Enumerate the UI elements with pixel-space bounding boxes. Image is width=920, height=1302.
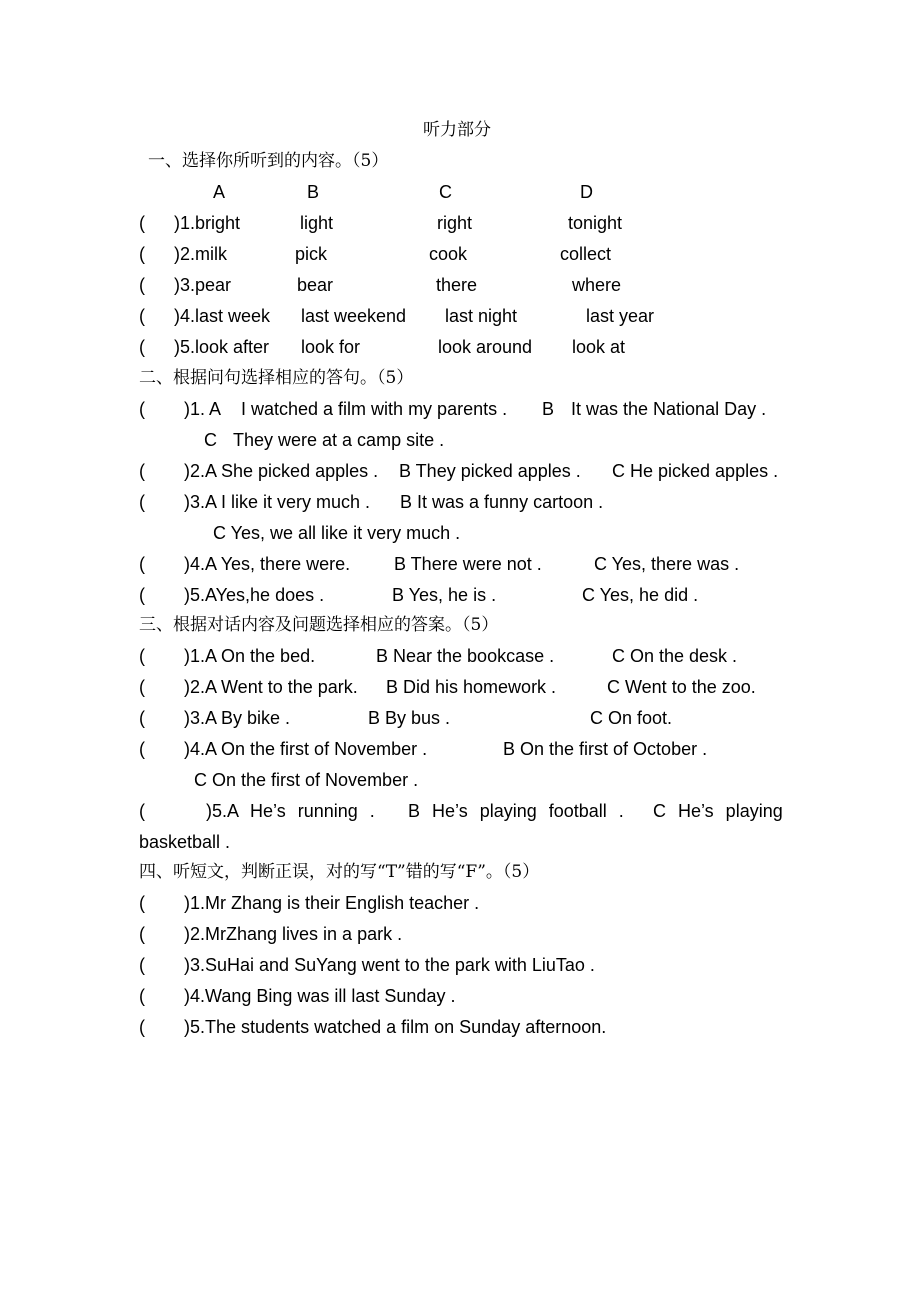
- answer-blank[interactable]: (: [139, 306, 145, 326]
- answer-blank[interactable]: (: [139, 708, 145, 728]
- option-c: last night: [445, 306, 518, 326]
- statement: )2.MrZhang lives in a park .: [184, 924, 403, 944]
- option-a: )3.A By bike .: [184, 708, 291, 728]
- option-b: light: [300, 213, 334, 233]
- option-d: tonight: [568, 213, 623, 233]
- option-b: B It was a funny cartoon .: [400, 492, 604, 512]
- answer-blank[interactable]: (: [139, 677, 145, 697]
- option-b: B Did his homework .: [386, 677, 557, 697]
- col-c-header: C: [439, 182, 452, 202]
- option-b: B He’s playing football .: [408, 801, 624, 821]
- option-c: right: [437, 213, 473, 233]
- section-1-heading: 一、选择你所听到的内容。（5）: [148, 151, 389, 171]
- option-c: C On foot.: [590, 708, 673, 728]
- option-a: )3.pear: [174, 275, 232, 295]
- statement: )3.SuHai and SuYang went to the park with LiuTao .: [184, 955, 595, 975]
- option-c: there: [436, 275, 478, 295]
- option-b: B On the first of October .: [503, 739, 708, 759]
- option-b: B Near the bookcase .: [376, 646, 555, 666]
- answer-blank[interactable]: (: [139, 213, 145, 233]
- option-b: look for: [301, 337, 361, 357]
- option-a: )2.milk: [174, 244, 227, 264]
- option-c: They were at a camp site .: [233, 430, 445, 450]
- page-title: 听力部分: [423, 120, 491, 140]
- option-d: where: [572, 275, 622, 295]
- option-b: B There were not .: [394, 554, 542, 574]
- answer-blank[interactable]: (: [139, 399, 145, 419]
- option-a: )4.A Yes, there were.: [184, 554, 351, 574]
- option-a: )5.A He’s running .: [206, 801, 375, 821]
- option-b: pick: [295, 244, 328, 264]
- option-b: B Yes, he is .: [392, 585, 497, 605]
- answer-blank[interactable]: (: [139, 955, 145, 975]
- section-3-heading: 三、根据对话内容及问题选择相应的答案。（5）: [139, 615, 499, 635]
- option-a: )1.bright: [174, 213, 241, 233]
- statement: )4.Wang Bing was ill last Sunday .: [184, 986, 456, 1006]
- answer-blank[interactable]: (: [139, 585, 145, 605]
- option-c: cook: [429, 244, 468, 264]
- answer-blank[interactable]: (: [139, 244, 145, 264]
- answer-blank[interactable]: (: [139, 492, 145, 512]
- answer-blank[interactable]: (: [139, 275, 145, 295]
- section-4-heading: 四、听短文，判断正误，对的写“T”错的写“F”。（5）: [139, 862, 540, 882]
- statement: )1.Mr Zhang is their English teacher .: [184, 893, 480, 913]
- answer-blank[interactable]: (: [139, 554, 145, 574]
- option-a: )5.look after: [174, 337, 270, 357]
- option-c: C On the desk .: [612, 646, 738, 666]
- option-c: C He picked apples .: [612, 461, 779, 481]
- option-a: )3.A I like it very much .: [184, 492, 371, 512]
- option-a-label: )1. A: [184, 399, 222, 419]
- option-c: C Yes, there was .: [594, 554, 740, 574]
- option-d: last year: [586, 306, 655, 326]
- option-b: It was the National Day .: [571, 399, 767, 419]
- option-a: )1.A On the bed.: [184, 646, 316, 666]
- option-c: C Went to the zoo.: [607, 677, 756, 697]
- answer-blank[interactable]: (: [139, 801, 145, 821]
- section-2-heading: 二、根据问句选择相应的答句。（5）: [139, 368, 414, 388]
- option-c: look around: [438, 337, 533, 357]
- answer-blank[interactable]: (: [139, 893, 145, 913]
- option-a: )2.A She picked apples .: [184, 461, 379, 481]
- col-d-header: D: [580, 182, 593, 202]
- answer-blank[interactable]: (: [139, 986, 145, 1006]
- option-a: )4.last week: [174, 306, 271, 326]
- option-b: last weekend: [301, 306, 407, 326]
- col-b-header: B: [307, 182, 320, 202]
- answer-blank[interactable]: (: [139, 1017, 145, 1037]
- option-a: I watched a film with my parents .: [241, 399, 508, 419]
- option-a: )4.A On the first of November .: [184, 739, 428, 759]
- col-a-header: A: [213, 182, 226, 202]
- option-b: B By bus .: [368, 708, 451, 728]
- option-c: C Yes, he did .: [582, 585, 699, 605]
- option-b: bear: [297, 275, 334, 295]
- option-b: B They picked apples .: [399, 461, 581, 481]
- answer-blank[interactable]: (: [139, 739, 145, 759]
- option-a: )2.A Went to the park.: [184, 677, 358, 697]
- option-d: look at: [572, 337, 626, 357]
- answer-blank[interactable]: (: [139, 337, 145, 357]
- answer-blank[interactable]: (: [139, 924, 145, 944]
- option-c: C Yes, we all like it very much .: [213, 523, 461, 543]
- option-b-label: B: [542, 399, 555, 419]
- statement: )5.The students watched a film on Sunday afternoon.: [184, 1017, 607, 1037]
- answer-blank[interactable]: (: [139, 461, 145, 481]
- option-d: collect: [560, 244, 612, 264]
- option-c-label: C: [204, 430, 217, 450]
- option-a: )5.AYes,he does .: [184, 585, 325, 605]
- option-c: C On the first of November .: [194, 770, 419, 790]
- answer-blank[interactable]: (: [139, 646, 145, 666]
- option-c: C He’s playing: [653, 801, 783, 821]
- option-c-continued: basketball .: [139, 832, 231, 852]
